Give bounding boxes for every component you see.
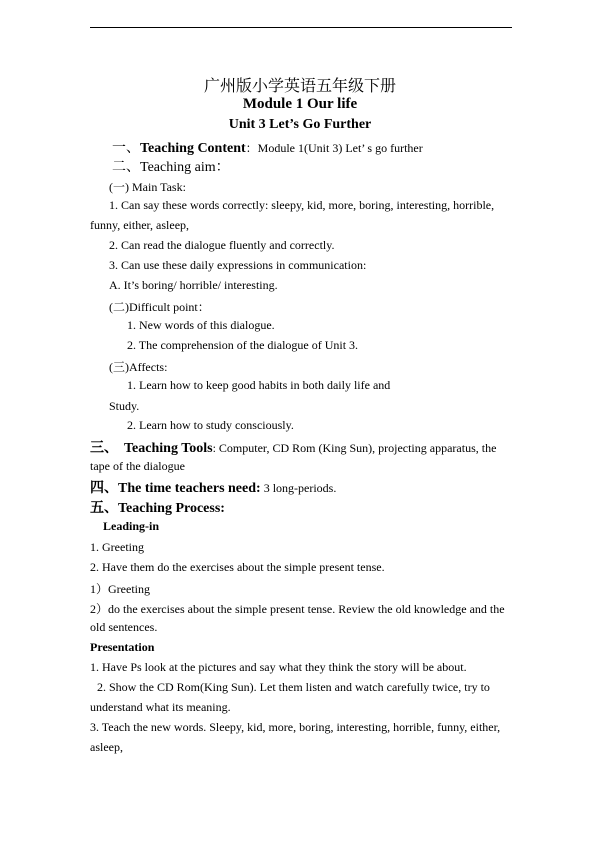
header-rule <box>90 27 512 28</box>
presentation-3-line2: asleep, <box>90 740 123 754</box>
time-needed-line <box>90 477 336 497</box>
presentation-2-line1: 2. Show the CD Rom(King Sun). Let them listen and watch carefully twice, try to <box>97 680 490 694</box>
teaching-content-label: Teaching Content <box>140 141 246 156</box>
difficult-point-heading: (二)Difficult point： <box>109 300 210 314</box>
teaching-content-text: ：Module 1(Unit 3) Let’ s go further <box>245 141 423 155</box>
difficult-point-2: 2. The comprehension of the dialogue of Unit 3. <box>127 338 359 352</box>
leading-1: 1. Greeting <box>90 540 144 554</box>
leading-2b-line1: 2）do the exercises about the simple present tense. Review the old knowledge and the <box>90 602 505 616</box>
leading-2: 2. Have them do the exercises about the simple present tense. <box>90 560 385 574</box>
presentation-heading: Presentation <box>90 640 155 654</box>
presentation-3-line1: 3. Teach the new words. Sleepy, kid, more, boring, interesting, horrible, funny, either, <box>90 720 501 734</box>
main-task-2: 2. Can read the dialogue fluently and correctly. <box>109 238 335 252</box>
main-task-3a: A. It’s boring/ horrible/ interesting. <box>109 278 278 292</box>
affects-1-line2: Study. <box>109 399 140 413</box>
leading-2a: 1）Greeting <box>90 582 150 596</box>
leading-in-heading: Leading-in <box>103 519 160 533</box>
section-number: 一、 <box>112 141 140 156</box>
tools-number: 三、 <box>90 441 118 456</box>
affects-1-line1: 1. Learn how to keep good habits in both daily life and <box>127 378 391 392</box>
presentation-1: 1. Have Ps look at the pictures and say what they think the story will be about. <box>90 660 467 674</box>
time-needed-label: 四、The time teachers need: <box>90 481 261 496</box>
teaching-aim-heading: 二、Teaching aim： <box>112 160 230 175</box>
difficult-point-1: 1. New words of this dialogue. <box>127 318 275 332</box>
teaching-tools-label: Teaching Tools <box>124 441 213 456</box>
teaching-content-line <box>112 137 423 157</box>
teaching-tools-line2: tape of the dialogue <box>90 459 185 473</box>
main-task-heading: (一) Main Task: <box>109 180 186 194</box>
main-task-1-line1: 1. Can say these words correctly: sleepy, kid, more, boring, interesting, horrible, <box>109 198 495 212</box>
teaching-tools-line1 <box>90 437 496 457</box>
main-task-3: 3. Can use these daily expressions in communication: <box>109 258 367 272</box>
presentation-2-line2: understand what its meaning. <box>90 700 231 714</box>
affects-heading: (三)Affects: <box>109 360 168 374</box>
time-needed-text: 3 long-periods. <box>260 481 337 495</box>
main-task-1-line2: funny, either, asleep, <box>90 218 190 232</box>
teaching-process-heading: 五、Teaching Process: <box>90 501 225 516</box>
title-chinese: 广州版小学英语五年级下册 <box>203 78 396 95</box>
leading-2b-line2: old sentences. <box>90 620 158 634</box>
unit-title: Unit 3 Let’s Go Further <box>228 117 372 132</box>
module-title: Module 1 Our life <box>242 96 358 112</box>
affects-2: 2. Learn how to study consciously. <box>127 418 294 432</box>
teaching-tools-text: : Computer, CD Rom (King Sun), projecting apparatus, the <box>212 441 497 455</box>
